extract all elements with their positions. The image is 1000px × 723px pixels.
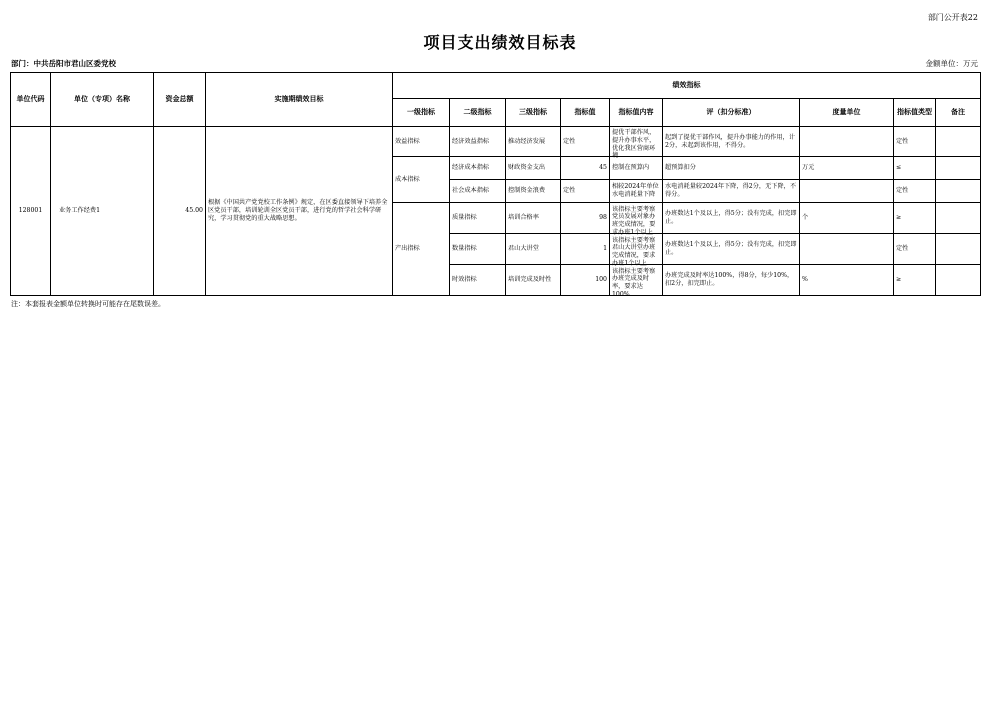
level2-cell: 时效指标	[450, 265, 506, 296]
level3-cell: 推动经济发展	[506, 127, 561, 157]
header-value-type: 指标值类型	[894, 99, 936, 127]
value-content-cell	[610, 203, 663, 234]
amount-unit-label: 金额单位：万元	[925, 59, 978, 68]
fund-total-cell: 45.00	[154, 127, 206, 296]
level2-cell: 质量指标	[450, 203, 506, 234]
value-type-cell: 定性	[894, 234, 936, 265]
criteria-cell: 办班数达1个及以上，得5分；没有完成，扣完即止。	[663, 234, 800, 265]
remark-cell	[936, 265, 981, 296]
criteria-cell: 超预算扣分	[663, 157, 800, 180]
value-type-cell: 定性	[894, 180, 936, 203]
header-level3: 三级指标	[506, 99, 561, 127]
performance-table	[10, 72, 981, 296]
measure-unit-cell: 个	[800, 203, 894, 234]
criteria-cell: 水电消耗量较2024年下降，得2分，无下降，不得分。	[663, 180, 800, 203]
page-title: 项目支出绩效目标表	[423, 33, 577, 52]
indicator-value-cell: 定性	[561, 127, 610, 157]
value-content-cell	[610, 180, 663, 203]
indicator-value-cell: 45	[561, 157, 610, 180]
indicator-value-cell: 1	[561, 234, 610, 265]
level2-cell: 社会成本指标	[450, 180, 506, 203]
measure-unit-cell	[800, 180, 894, 203]
header-fund-total: 资金总额	[154, 73, 206, 127]
header-remark: 备注	[936, 99, 981, 127]
header-measure-unit: 度量单位	[800, 99, 894, 127]
value-content-text: 该指标主要考察办班完成及时率，要求达100%	[612, 267, 656, 298]
value-type-cell: ≤	[894, 157, 936, 180]
remark-cell	[936, 157, 981, 180]
level1-cell: 产出指标	[393, 203, 450, 296]
header-indicator-value: 指标值	[561, 99, 610, 127]
level2-cell: 数量指标	[450, 234, 506, 265]
value-type-cell: ≥	[894, 203, 936, 234]
remark-cell	[936, 203, 981, 234]
indicator-value-cell: 100	[561, 265, 610, 296]
level3-cell: 财政资金支出	[506, 157, 561, 180]
header-period-goal: 实施期绩效目标	[206, 73, 393, 127]
header-level2: 二级指标	[450, 99, 506, 127]
department-label: 部门：中共岳阳市君山区委党校	[11, 59, 116, 68]
criteria-cell: 办班数达1个及以上，得5分；没有完成，扣完即止。	[663, 203, 800, 234]
remark-cell	[936, 180, 981, 203]
value-content-cell	[610, 234, 663, 265]
footnote: 注：本套报表金额单位转换时可能存在尾数误差。	[11, 300, 165, 308]
header-criteria: 评（扣分标准）	[663, 99, 800, 127]
header-performance-indicators: 绩效指标	[393, 73, 981, 99]
header-unit-code: 单位代码	[11, 73, 51, 127]
value-content-cell	[610, 127, 663, 160]
level3-cell: 培训完成及时性	[506, 265, 561, 296]
header-level1: 一级指标	[393, 99, 450, 127]
header-unit-name: 单位（专项）名称	[51, 73, 154, 127]
measure-unit-cell: %	[800, 265, 894, 296]
indicator-value-cell: 98	[561, 203, 610, 234]
value-type-cell: ≥	[894, 265, 936, 296]
value-content-text: 相较2024年单位水电消耗量下降	[612, 183, 659, 198]
header-value-content: 指标值内容	[610, 99, 663, 127]
table-row	[11, 127, 981, 157]
level2-cell: 经济效益指标	[450, 127, 506, 157]
indicator-value-cell: 定性	[561, 180, 610, 203]
remark-cell	[936, 127, 981, 157]
measure-unit-cell	[800, 234, 894, 265]
period-goal-cell: 根据《中国共产党党校工作条例》规定，在区委直接领导下培养全区党员干部，培训轮训全区党员干部，进行党的哲学社会科学研究，学习贯彻党的重大战略思想。	[206, 127, 393, 296]
level3-cell: 君山大讲堂	[506, 234, 561, 265]
page-label: 部门公开表22	[927, 13, 978, 22]
level1-cell: 效益指标	[393, 127, 450, 157]
value-type-cell: 定性	[894, 127, 936, 157]
value-content-text: 该指标主要考察君山大讲堂办班完成情况，要求办班1个以上	[612, 236, 656, 267]
criteria-cell: 起到了提优干部作风，提升办事能力的作用，计2分，未起到该作用，不得分。	[663, 127, 800, 157]
header-row-1	[11, 73, 981, 99]
criteria-cell: 办班完成及时率达100%，得8分，每少10%，扣2分，扣完即止。	[663, 265, 800, 296]
level3-cell: 控制资金浪费	[506, 180, 561, 203]
measure-unit-cell: 万元	[800, 157, 894, 180]
level2-cell: 经济成本指标	[450, 157, 506, 180]
remark-cell	[936, 234, 981, 265]
unit-name-cell: 业务工作经费1	[51, 127, 154, 296]
measure-unit-cell	[800, 127, 894, 157]
value-content-text: 提优干部作风，提升办事水平，优化我区营商环境	[612, 129, 656, 160]
value-content-cell	[610, 265, 663, 296]
value-content-text: 控制在预算内	[612, 164, 650, 172]
level3-cell: 培训合格率	[506, 203, 561, 234]
value-content-text: 该指标主要考察党员发展对象办班完成情况，要求办班1个以上	[612, 205, 656, 236]
level1-cell: 成本指标	[393, 157, 450, 203]
unit-code-cell: 128001	[11, 127, 51, 296]
